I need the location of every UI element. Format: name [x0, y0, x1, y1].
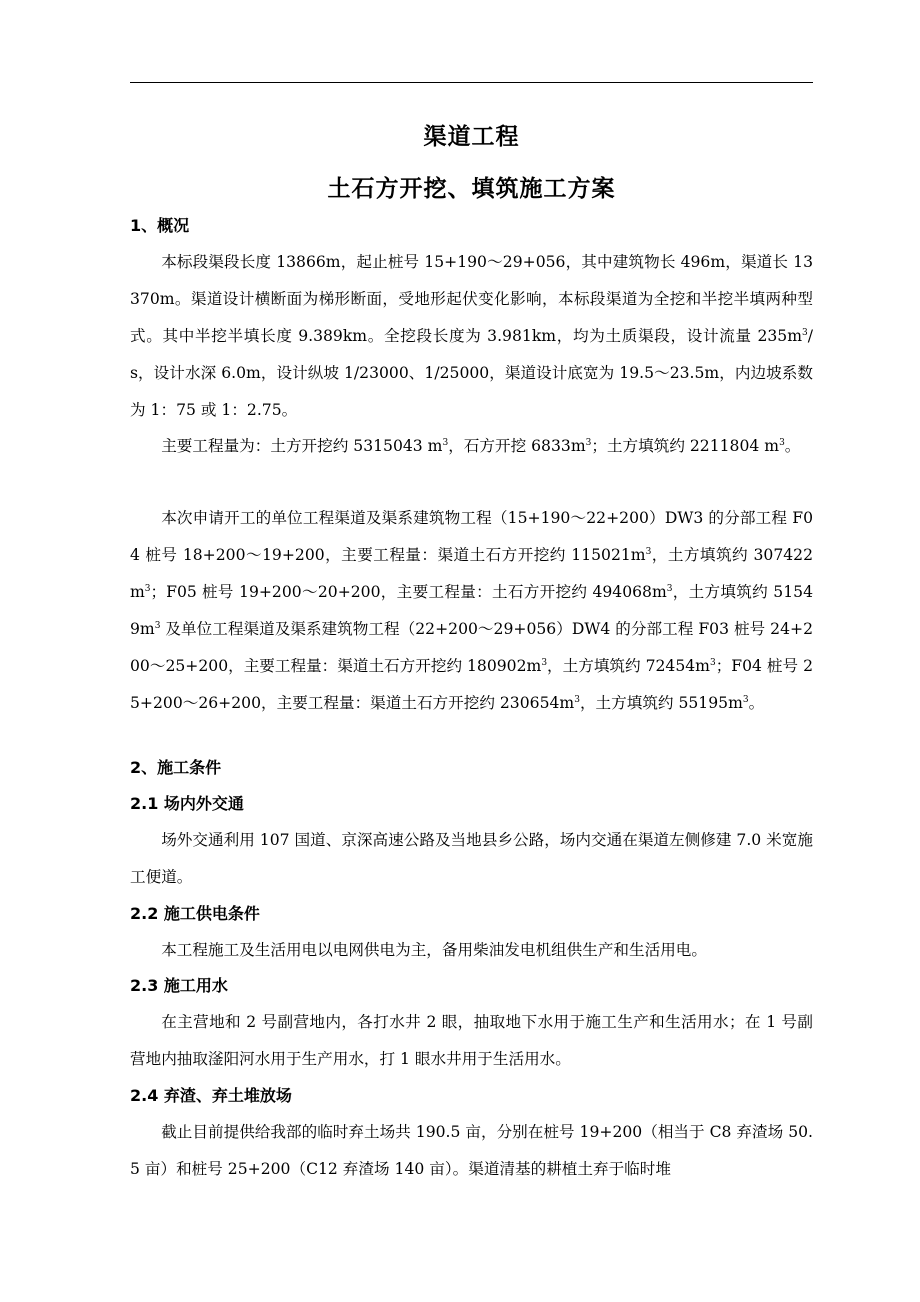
subsection-heading-power: 2.2 施工供电条件: [130, 904, 260, 923]
overview-paragraph: 本标段渠段长度 13866m，起止桩号 15+190～29+056，其中建筑物长 496m，渠道长 13370m。渠道设计横断面为梯形断面，受地形起伏变化影响，本标段渠道为全挖和半挖半填两种型式。其中半挖半填长度 9.389km。全挖段长度为 3.981km，均为土质渠段，设计流量 $235m^3/s$，设计水深 6.0m，设计纵坡 1/23000、1/25000，渠道设计底宽为 19.5～23.5m，内边坡系数为 1：75 或 1：2.75。: [130, 253, 813, 419]
document-subtitle: 土石方开挖、填筑施工方案: [327, 176, 616, 202]
quantities-paragraph: 主要工程量为：土方开挖约 5315043 $m^3$，石方开挖 $6833m^3$；土方填筑约 2211804 $m^3$。: [161, 437, 801, 455]
subsection-heading-traffic: 2.1 场内外交通: [130, 794, 244, 813]
work-scope-paragraph: 本次申请开工的单位工程渠道及渠系建筑物工程（15+190～22+200）DW3 的分部工程 F04 桩号 18+200～19+200，主要工程量：渠道土石方开挖约 $115021m^3$，土方填筑约 $307422m^3$；F05 桩号 19+200～20+200，主要工程量：土石方开挖约 $494068m^3$，土方填筑约 $51549m^3$ 及单位工程渠道及渠系建筑物工程（22+200～29+056）DW4 的分部工程 F03 桩号 24+200～25+200，主要工程量：渠道土石方开挖约 $180902m^3$，土方填筑约 $72454m^3$；F04 桩号 25+200～26+200，主要工程量：渠道土石方开挖约 $230654m^3$，土方填筑约 $55195m^3$。: [130, 509, 814, 712]
subsection-heading-water: 2.3 施工用水: [130, 976, 228, 995]
header-rule: [130, 82, 813, 83]
spoil-paragraph: 截止目前提供给我部的临时弃土场共 190.5 亩，分别在桩号 19+200（相当于 C8 弃渣场 50.5 亩）和桩号 25+200（C12 弃渣场 140 亩）。渠道清基的耕植土弃于临时堆: [130, 1123, 813, 1178]
section-heading-conditions: 2、施工条件: [130, 758, 222, 777]
document-title: 渠道工程: [423, 124, 520, 150]
power-paragraph: 本工程施工及生活用电以电网供电为主，备用柴油发电机组供生产和生活用电。: [161, 941, 707, 959]
subsection-heading-spoil: 2.4 弃渣、弃土堆放场: [130, 1086, 292, 1105]
water-paragraph: 在主营地和 2 号副营地内，各打水井 2 眼，抽取地下水用于施工生产和生活用水；在 1 号副营地内抽取滏阳河水用于生产用水，打 1 眼水井用于生活用水。: [130, 1013, 813, 1068]
section-heading-overview: 1、概况: [130, 216, 190, 235]
traffic-paragraph: 场外交通利用 107 国道、京深高速公路及当地县乡公路，场内交通在渠道左侧修建 7.0 米宽施工便道。: [130, 831, 813, 886]
